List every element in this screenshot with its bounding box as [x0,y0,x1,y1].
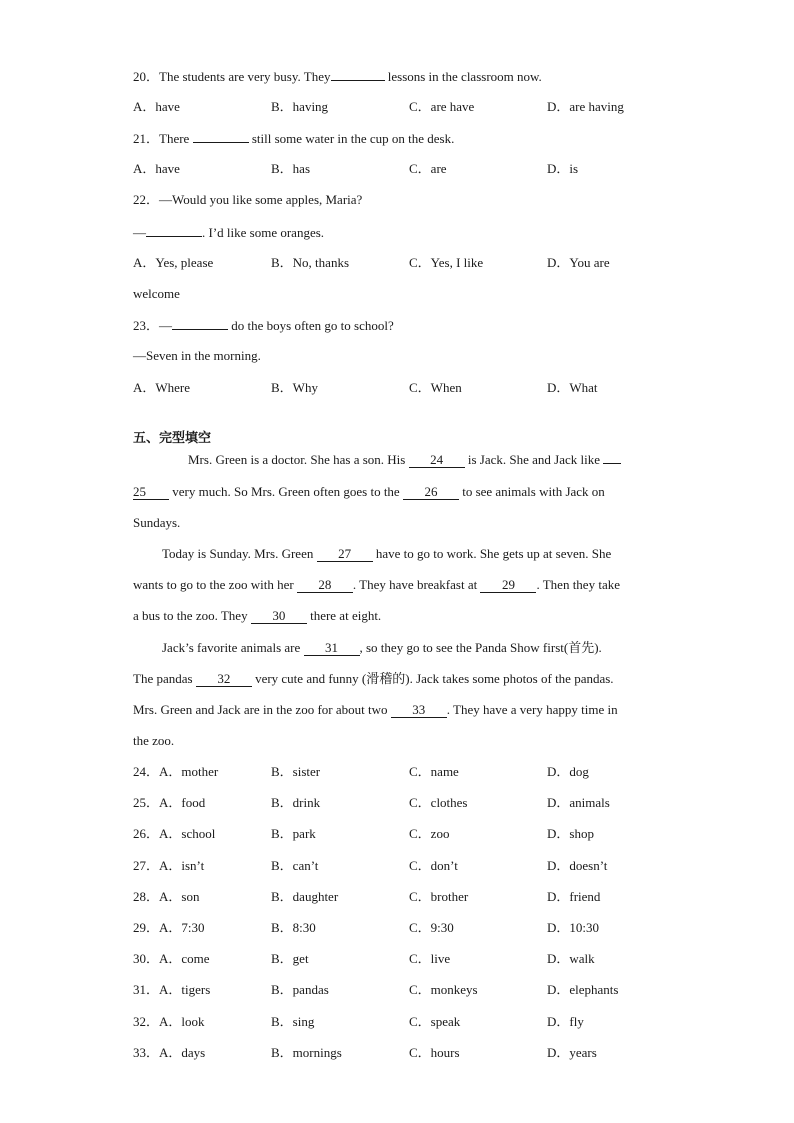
question-text: —Would you like some apples, Maria? [159,192,363,207]
blank-31: 31 [304,641,360,656]
option-c: C．hours [409,1044,460,1060]
passage-line [162,546,611,562]
question-22-line2 [133,224,324,241]
answer-row-26: 26．A．school [133,826,216,842]
option-d: D．10:30 [547,920,600,935]
answer-row-29: 29．A．7:30 [133,920,205,935]
option-b: B．having [271,99,329,114]
option-d: D．What [547,380,598,395]
question-text: still some water in the cup on the desk. [248,131,455,146]
passage-line [188,452,621,468]
option-d: D．animals [547,795,610,811]
passage-text: a bus to the zoo. They [133,608,251,623]
dash: — [159,318,173,333]
passage-text: . They have a very happy time in [446,702,618,717]
question-22 [133,192,362,208]
blank-30: 30 [251,609,307,624]
blank-25: 25 [133,485,169,500]
passage-text: is Jack. She and Jack like [464,452,604,467]
passage-text: . Then they take [536,577,620,592]
option-c: C．brother [409,888,469,904]
option-b: B．get [271,951,309,967]
option-c: C．name [409,764,459,779]
option-c: C．9:30 [409,920,454,935]
option-b: B．daughter [271,888,339,904]
passage-text: very cute and funny (滑稽的). Jack takes some photos of the pandas. [251,671,614,686]
question-23 [133,317,394,334]
answer-row-30: 30．A．come [133,951,210,967]
option-c: C．zoo [409,826,450,842]
question-number: 21． [133,131,160,146]
passage-line [133,577,620,593]
question-text: . I’d like some oranges. [202,225,325,240]
option-d: D．doesn’t [547,857,608,873]
option-c: C．monkeys [409,982,478,998]
option-a: A．Yes, please [133,255,214,270]
answer-blank [146,224,202,237]
section-title: 五、完型填空 [133,431,212,446]
blank-29: 29 [480,578,536,593]
passage-line: Sundays. [133,515,181,530]
question-number: 20． [133,69,160,84]
option-b: B．Why [271,380,318,395]
blank-32: 32 [196,672,252,687]
answer-row-32: 32．A．look [133,1013,205,1029]
option-d: D．You are [547,255,610,270]
blank-26: 26 [403,485,459,500]
option-c: C．don’t [409,857,458,873]
answer-row-33: 33．A．days [133,1044,206,1060]
blank-33: 33 [391,703,447,718]
option-c: C．live [409,951,451,967]
blank-24: 24 [409,453,465,468]
option-d: D．dog [547,764,589,779]
option-d: D．are having [547,99,624,114]
option-c: C．When [409,380,462,395]
option-b: B．pandas [271,982,329,998]
option-b: B．park [271,826,316,842]
dash: — [133,225,146,240]
option-d: D．years [547,1044,597,1060]
answer-row-27: 27．A．isn’t [133,857,205,873]
passage-text: Today is Sunday. Mrs. Green [162,546,317,561]
passage-line: the zoo. [133,733,175,748]
answer-row-31: 31．A．tigers [133,982,211,998]
question-number: 23． [133,318,160,333]
option-b: B．drink [271,795,321,811]
option-d: D．walk [547,951,595,967]
passage-text: there at eight. [306,608,382,623]
question-21 [133,130,454,147]
passage-line [162,640,602,656]
option-c: C．speak [409,1013,461,1029]
option-d: D．is [547,161,579,176]
answer-blank [193,130,249,143]
option-a: A．Where [133,380,191,395]
answer-row-24: 24．A．mother [133,764,219,779]
answer-row-28: 28．A．son [133,888,200,904]
passage-line [133,671,614,687]
option-d: D．elephants [547,982,619,998]
passage-text: have to go to work. She gets up at seven. She [372,546,612,561]
passage-line [133,484,605,500]
question-text: do the boys often go to school? [228,318,394,333]
option-b: B．No, thanks [271,255,350,270]
option-d: D．friend [547,888,601,904]
option-b: B．8:30 [271,920,316,935]
passage-line [133,702,618,718]
passage-text: Mrs. Green is a doctor. She has a son. His [188,452,409,467]
option-c: C．are [409,161,447,176]
passage-text: Jack’s favorite animals are [162,640,304,655]
question-text: The students are very busy. They [159,69,331,84]
passage-text: very much. So Mrs. Green often goes to the [169,484,403,499]
question-23-line2: —Seven in the morning. [133,348,261,363]
option-b: B．has [271,161,311,176]
blank-27: 27 [317,547,373,562]
question-20 [133,68,542,85]
passage-text: , so they go to see the Panda Show first(首先). [359,640,602,655]
option-b: B．can’t [271,857,319,873]
blank-25-start [603,463,621,464]
option-wrap: welcome [133,286,180,301]
passage-text: The pandas [133,671,196,686]
option-a: A．have [133,99,180,114]
question-text: There [159,131,193,146]
option-b: B．sing [271,1013,315,1029]
question-text: lessons in the classroom now. [384,69,542,84]
passage-text: wants to go to the zoo with her [133,577,297,592]
option-d: D．fly [547,1013,584,1029]
option-c: C．Yes, I like [409,255,484,270]
passage-line [133,608,381,624]
option-c: C．are have [409,99,475,114]
passage-text: to see animals with Jack on [458,484,605,499]
blank-28: 28 [297,578,353,593]
passage-text: . They have breakfast at [352,577,481,592]
option-b: B．sister [271,764,321,779]
option-a: A．have [133,161,180,176]
option-c: C．clothes [409,795,468,811]
answer-blank [172,317,228,330]
answer-blank [331,68,385,81]
option-b: B．mornings [271,1044,342,1060]
option-d: D．shop [547,826,594,842]
passage-text: Mrs. Green and Jack are in the zoo for about two [133,702,391,717]
question-number: 22． [133,192,160,207]
answer-row-25: 25．A．food [133,795,206,811]
